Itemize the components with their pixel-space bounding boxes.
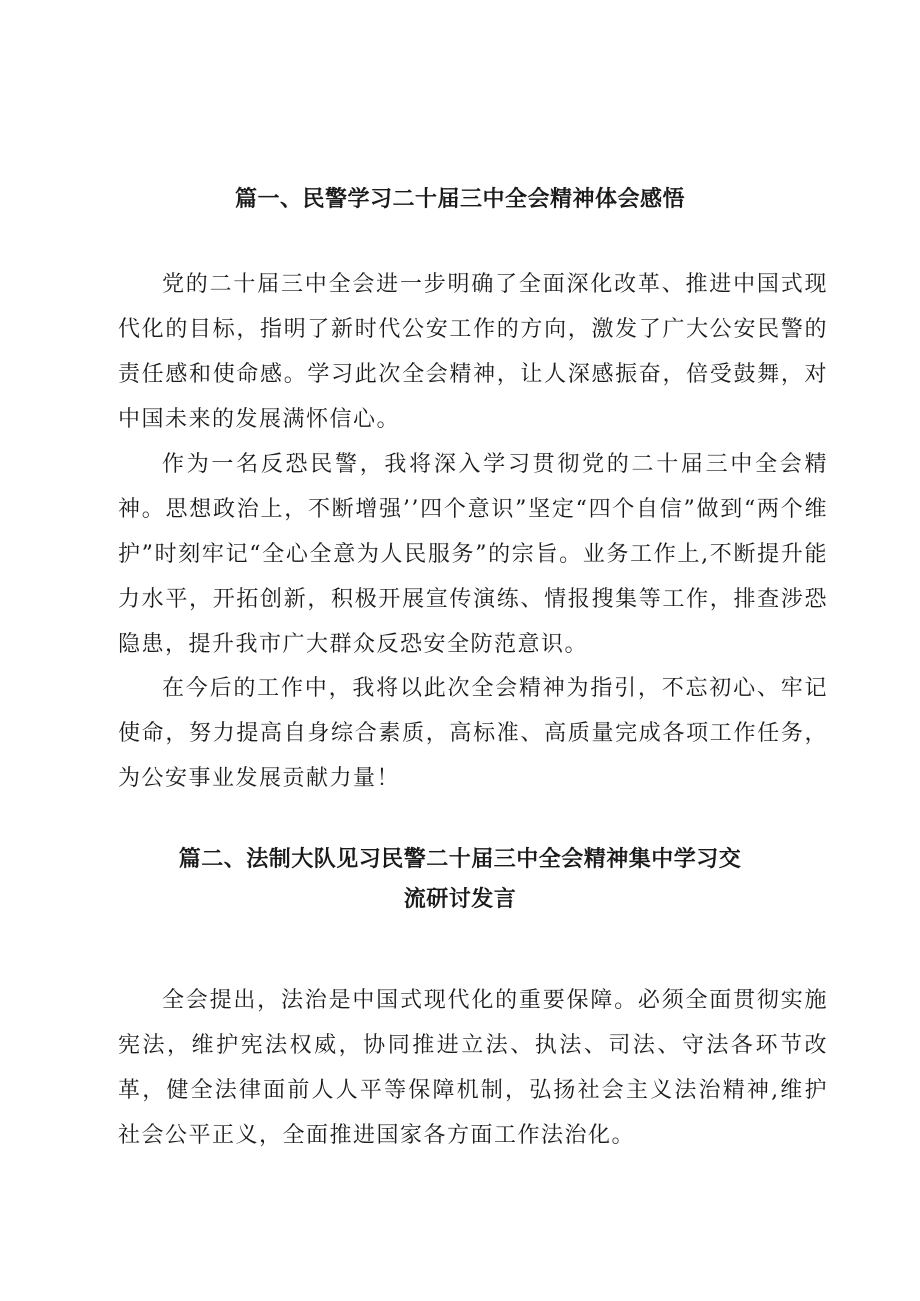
- section-2-paragraph-1: 全会提出，法治是中国式现代化的重要保障。必须全面贯彻实施宪法，维护宪法权威，协同推进立法、执法、司法、守法各环节改革，健全法律面前人人平等保障机制，弘扬社会主义法治精神,维护社会公平正义，全面推进国家各方面工作法治化。: [118, 988, 828, 1148]
- section-2-title: [100, 840, 820, 920]
- section-1-paragraph-1: 党的二十届三中全会进一步明确了全面深化改革、推进中国式现代化的目标，指明了新时代公安工作的方向，激发了广大公安民警的责任感和使命感。学习此次全会精神，让人深感振奋，倍受鼓舞，对中国未来的发展满怀信心。: [118, 272, 828, 432]
- section-1-paragraph-3: 在今后的工作中，我将以此次全会精神为指引，不忘初心、牢记使命，努力提高自身综合素质，高标准、高质量完成各项工作任务，为公安事业发展贡献力量！: [118, 676, 828, 791]
- section-1-title: 篇一、民警学习二十届三中全会精神体会感悟: [234, 187, 685, 212]
- section-2-title-line-2: 流研讨发言: [403, 887, 517, 912]
- section-1-paragraph-2: 作为一名反恐民警，我将深入学习贯彻党的二十届三中全会精神。思想政治上，不断增强’’四个意识”坚定“四个自信”做到“两个维护”时刻牢记“全心全意为人民服务”的宗旨。业务工作上,不断提升能力水平，开拓创新，积极开展宣传演练、情报搜集等工作，排查涉恐隐患，提升我市广大群众反恐安全防范意识。: [118, 452, 828, 657]
- section-2-title-line-1: 篇二、法制大队见习民警二十届三中全会精神集中学习交: [178, 847, 742, 872]
